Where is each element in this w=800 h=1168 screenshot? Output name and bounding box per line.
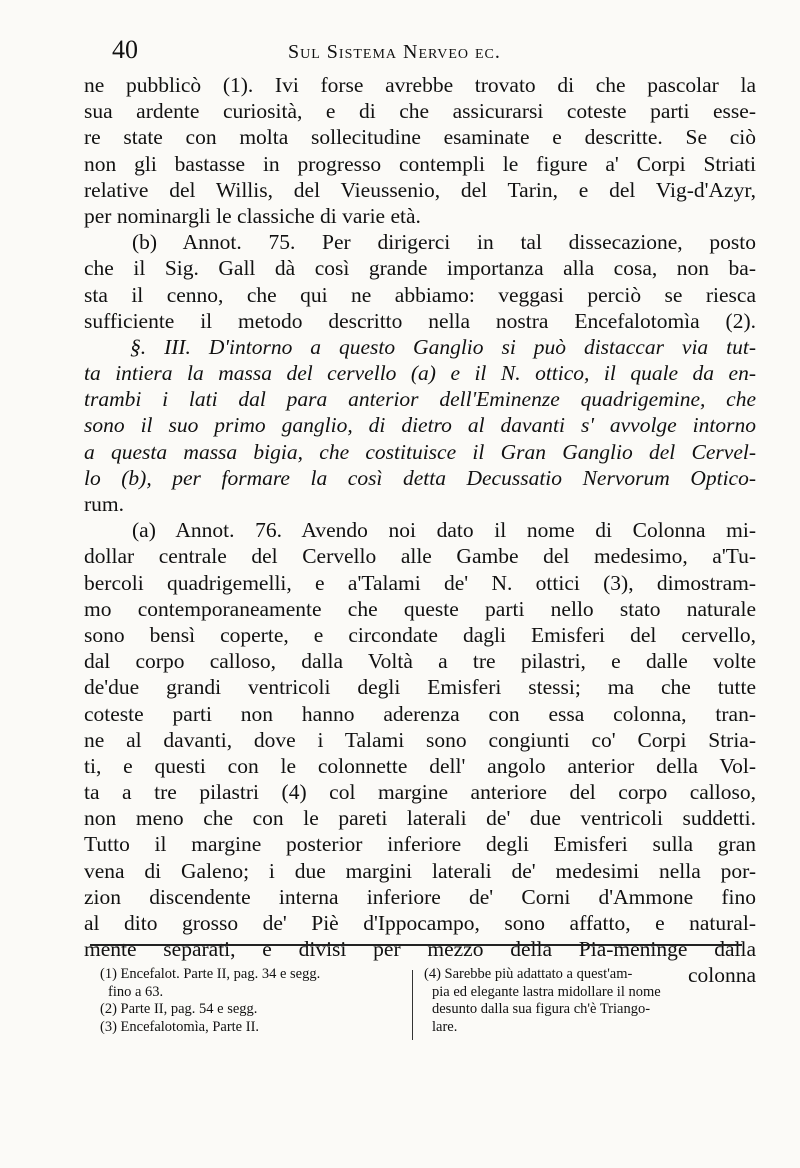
text-line: bercoli quadrigemelli, e a'Talami de' N. ottici (3), dimostram- [84, 570, 756, 595]
main-text [84, 72, 756, 989]
footnote-line: lare. [432, 1018, 458, 1035]
text-line: dal corpo calloso, dalla Voltà a tre pilastri, e dalle volte [84, 649, 756, 674]
footnote-line: (1) Encefalot. Parte II, pag. 34 e segg. [100, 966, 321, 982]
text-line: mente separati, e divisi per mezzo della Pia-meninge dalla [84, 937, 756, 962]
text-line: Tutto il margine posterior inferiore degli Emisferi sulla gran [84, 832, 756, 857]
text-line: ne al davanti, dove i Talami sono congiunti co' Corpi Stria- [84, 727, 756, 752]
text-line: a questa massa bigia, che costituisce il Gran Ganglio del Cervel- [84, 439, 756, 464]
text-line: sufficiente il metodo descritto nella nostra Encefalotomìa (2). [84, 308, 756, 333]
text-line: (a) Annot. 76. Avendo noi dato il nome di Colonna mi- [132, 518, 756, 543]
footnotes-left-column [100, 966, 400, 1036]
running-title: Sul Sistema Nerveo ec. [288, 41, 501, 63]
text-line: non gli bastasse in progresso contempli le figure a' Corpi Striati [84, 151, 756, 176]
text-line: ti, e questi con le colonnette dell' angolo anterior della Vol- [84, 753, 756, 778]
footnote-line: (2) Parte II, pag. 54 e segg. [100, 1001, 258, 1017]
text-line: lo (b), per formare la così detta Decussatio Nervorum Optico- [84, 465, 756, 490]
text-line: al dito grosso de' Piè d'Ippocampo, sono affatto, e natural- [84, 911, 756, 935]
text-line: ta intiera la massa del cervello (a) e il N. ottico, il quale da en- [84, 361, 756, 386]
footnote-line: (4) Sarebbe più adattato a quest'am- [424, 966, 633, 982]
text-line: sta il cenno, che qui ne abbiamo: veggasi perciò se riesca [84, 282, 756, 307]
text-line: ne pubblicò (1). Ivi forse avrebbe trovato di che pascolar la [84, 73, 756, 97]
text-line: re state con molta sollecitudine esaminate e descritte. Se ciò [84, 125, 756, 150]
text-line: de'due grandi ventricoli degli Emisferi stessi; ma che tutte [84, 675, 756, 700]
text-line: sua ardente curiosità, e di che assicurarsi coteste parti esse- [84, 99, 756, 124]
text-line: (b) Annot. 75. Per dirigerci in tal dissecazione, posto [132, 230, 756, 255]
running-head [112, 36, 732, 64]
text-line: che il Sig. Gall dà così grande importanza alla cosa, non ba- [84, 256, 756, 281]
text-line: rum. [84, 492, 125, 516]
footnote-line: pia ed elegante lastra midollare il nome [432, 983, 661, 1000]
text-line: trambi i lati dal para anterior dell'Eminenze quadrigemine, che [84, 387, 756, 412]
footnote-column-divider [412, 970, 413, 1040]
text-line: vena di Galeno; i due margini laterali de' medesimi nella por- [84, 858, 756, 883]
page-number: 40 [112, 35, 138, 64]
text-line: sono il suo primo ganglio, di dietro al davanti s' avvolge intorno [84, 413, 756, 438]
footnote-line: (3) Encefalotomìa, Parte II. [100, 1018, 260, 1035]
text-line: sono bensì coperte, e circondate dagli Emisferi del cervello, [84, 622, 756, 647]
text-line: coteste parti non hanno aderenza con essa colonna, tran- [84, 701, 756, 726]
text-line: mo contemporaneamente che queste parti nello stato naturale [84, 596, 756, 621]
footnote-rule [90, 944, 742, 946]
text-line: colonna [687, 963, 756, 988]
text-line: §. III. D'intorno a questo Ganglio si può distaccar via tut- [130, 334, 756, 359]
text-line: per nominargli le classiche di varie età. [84, 203, 421, 228]
footnote-line: desunto dalla sua figura ch'è Triango- [432, 1001, 651, 1017]
footnote-line: fino a 63. [108, 983, 164, 1000]
text-line: dollar centrale del Cervello alle Gambe del medesimo, a'Tu- [84, 544, 756, 569]
footnotes-right-column [424, 966, 750, 1036]
text-line: relative del Willis, del Vieussenio, del Tarin, e del Vig-d'Azyr, [84, 177, 756, 202]
footnotes [100, 966, 750, 1046]
text-line: non meno che con le pareti laterali de' due ventricoli suddetti. [84, 806, 756, 831]
text-line: zion discendente interna inferiore de' Corni d'Ammone fino [84, 884, 756, 909]
text-line: ta a tre pilastri (4) col margine anteriore del corpo calloso, [84, 780, 756, 805]
